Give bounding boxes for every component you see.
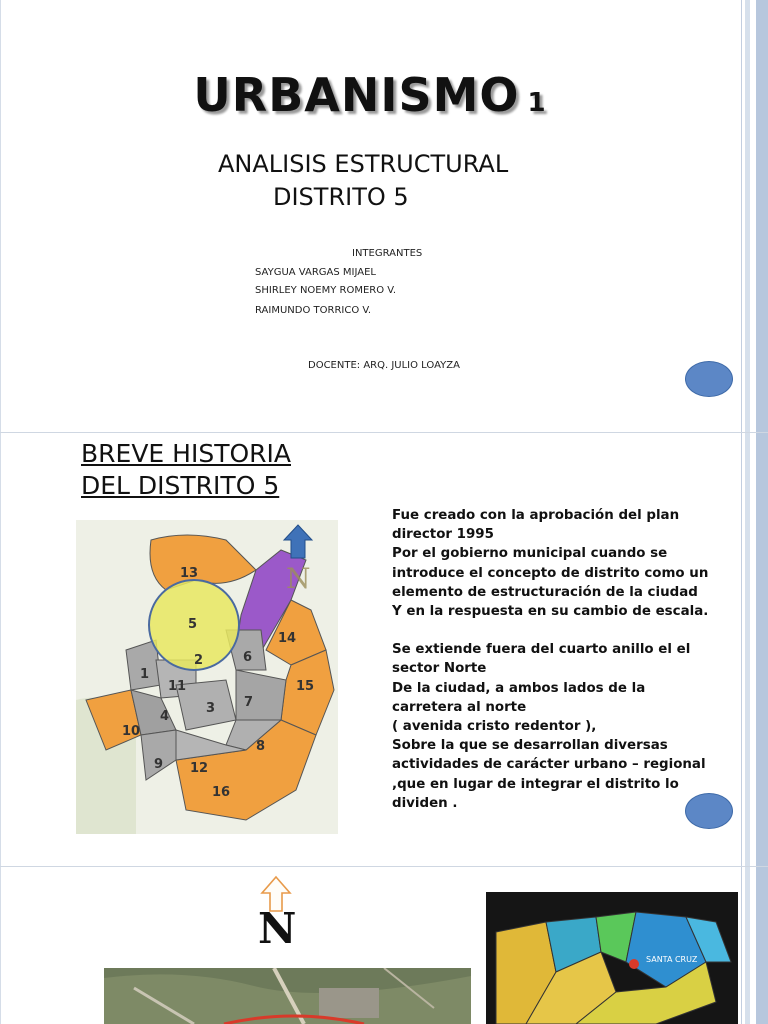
cover-title — [0, 68, 740, 122]
history-line: De la ciudad, a ambos lados de la — [392, 680, 646, 696]
district-label: 3 — [206, 701, 216, 716]
right-edge-line — [741, 0, 742, 1024]
district-label: 16 — [212, 785, 231, 800]
district-label: 14 — [278, 631, 297, 646]
district-label: 1 — [140, 667, 150, 682]
district-label: 15 — [296, 679, 315, 694]
history-line: Se extiende fuera del cuarto anillo el el — [392, 642, 691, 658]
district-label: 9 — [154, 757, 164, 772]
history-line: director 1995 — [392, 527, 494, 543]
page-separator — [0, 866, 768, 867]
history-line: Fue creado con la aprobación del plan — [392, 508, 680, 523]
history-line: introduce el concepto de distrito como un — [392, 565, 709, 581]
member-name: RAIMUNDO TORRICO V. — [255, 305, 372, 316]
member-name: SAYGUA VARGAS MIJAEL — [255, 267, 376, 278]
district-label: 8 — [256, 739, 266, 754]
region-map-svg — [486, 892, 738, 1024]
district-label: 12 — [190, 761, 209, 776]
map-north-label: N — [286, 562, 311, 595]
section-heading-line1: BREVE HISTORIA — [81, 439, 291, 468]
district-label: 4 — [160, 709, 170, 724]
section-heading — [81, 438, 291, 502]
aerial-photo — [104, 968, 471, 1024]
history-line: ,que en lugar de integrar el distrito lo — [392, 776, 679, 792]
aerial-photo-svg — [104, 968, 471, 1024]
history-line: elemento de estructuración de la ciudad — [392, 584, 698, 600]
docente-label: DOCENTE: ARQ. JULIO LOAYZA — [308, 360, 460, 371]
district-map — [76, 520, 338, 834]
right-edge-stripe — [756, 0, 768, 1024]
district-map-svg — [76, 520, 338, 834]
district-label: 2 — [194, 653, 204, 668]
north-label: N — [258, 904, 297, 953]
integrantes-label: INTEGRANTES — [352, 248, 423, 259]
section-heading-line2: DEL DISTRITO 5 — [81, 471, 280, 500]
region-map-label: SANTA CRUZ — [646, 955, 698, 964]
region-map — [486, 892, 738, 1024]
district-label: 11 — [168, 679, 187, 694]
page-marker-dot — [685, 793, 733, 829]
history-line: ( avenida cristo redentor ), — [392, 719, 597, 735]
history-line: dividen . — [392, 795, 458, 811]
history-paragraph — [392, 506, 712, 813]
cover-subtitle-line1: ANALISIS ESTRUCTURAL — [218, 150, 509, 178]
district-label: 6 — [243, 650, 253, 665]
district-label: 7 — [244, 695, 254, 710]
district-label: 5 — [188, 617, 198, 632]
location-marker-icon — [629, 959, 639, 969]
history-line: Por el gobierno municipal cuando se — [392, 546, 668, 562]
cover-title-number: 1 — [527, 88, 547, 118]
history-line: actividades de carácter urbano – regional — [392, 757, 706, 773]
cover-title-text: URBANISMO — [193, 68, 520, 122]
page-separator — [0, 432, 768, 433]
cover-subtitle-line2: DISTRITO 5 — [273, 183, 409, 211]
left-edge-line — [0, 0, 1, 1024]
history-line: Sobre la que se desarrollan diversas — [392, 738, 668, 754]
paragraph-gap — [392, 621, 712, 640]
member-name: SHIRLEY NOEMY ROMERO V. — [255, 285, 397, 296]
page-marker-dot — [685, 361, 733, 397]
history-line: Y en la respuesta en su cambio de escala. — [392, 604, 709, 620]
history-line: sector Norte — [392, 661, 487, 677]
district-label: 10 — [122, 724, 141, 739]
right-edge-stripe-thin — [745, 0, 750, 1024]
district-label: 13 — [180, 566, 199, 581]
history-line: carretera al norte — [392, 699, 527, 715]
